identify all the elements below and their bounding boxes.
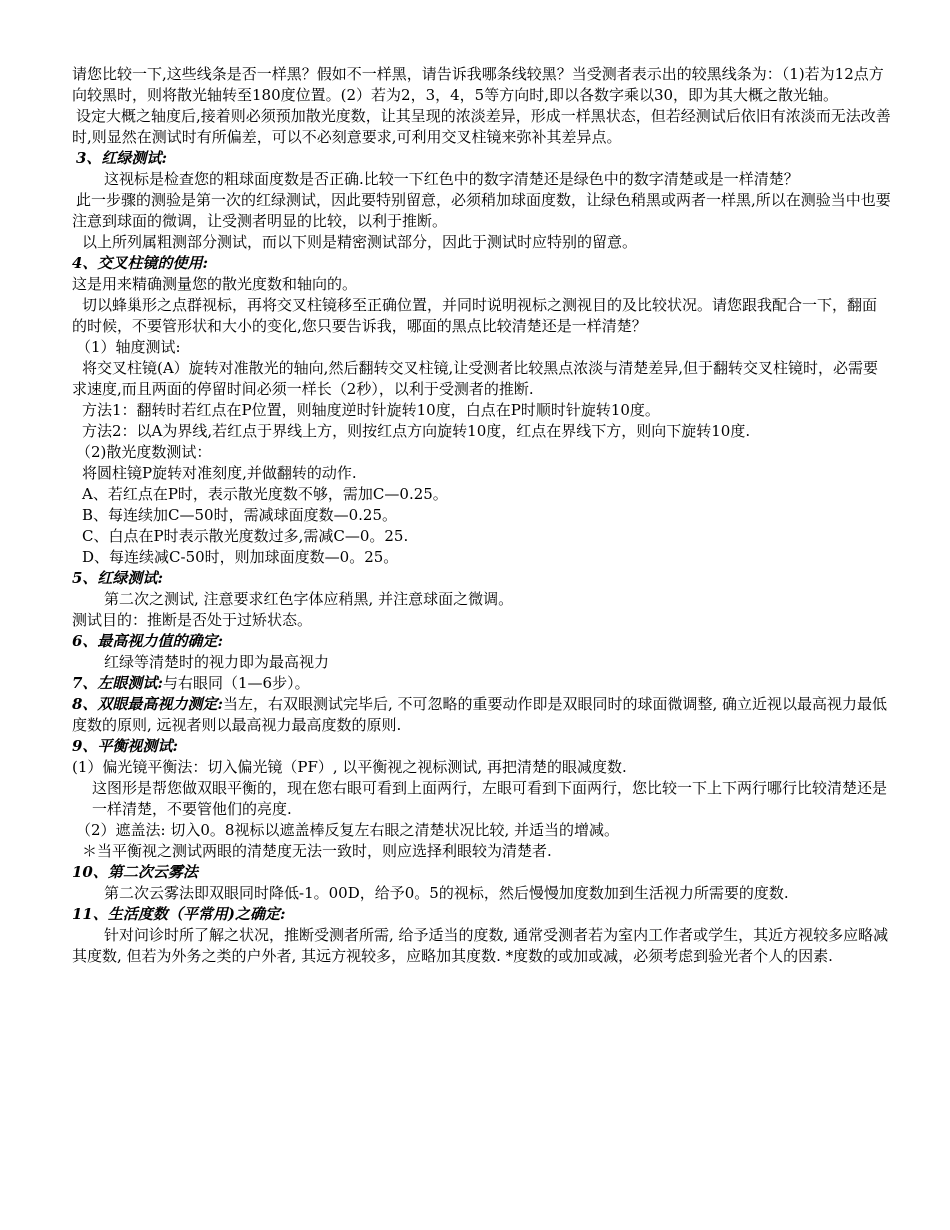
heading-best-acuity: 6、最高视力值的确定: (72, 632, 223, 650)
paragraph-polarized-balance: (1）偏光镜平衡法：切入偏光镜（PF）, 以平衡视之视标测试, 再把清楚的眼减度数. (72, 758, 627, 776)
paragraph-second-test: 第二次之测试, 注意要求红色字体应稍黑, 并注意球面之微调。 (104, 590, 514, 608)
document-page (72, 64, 892, 967)
paragraph-method-1: 方法1：翻转时若红点在P位置，则轴度逆时针旋转10度，白点在P时顺时针旋转10度。 (82, 401, 660, 419)
list-item-d: D、每连续减C-50时，则加球面度数—0。25。 (82, 548, 399, 566)
list-item-a: A、若红点在P时，表示散光度数不够，需加C—0.25。 (82, 485, 448, 503)
paragraph-method-2: 方法2：以A为界线,若红点于界线上方，则按红点方向旋转10度，红点在界线下方，则向下旋转10度. (82, 422, 751, 440)
paragraph-second-fogging: 第二次云雾法即双眼同时降低-1。00D，给予0。5的视标，然后慢慢加度数加到生活视力所需要的度数. (104, 884, 789, 902)
paragraph-occlusion-method: （2）遮盖法: 切入0。8视标以遮盖棒反复左右眼之清楚状况比较, 并适当的增减。 (76, 821, 619, 839)
subheading-power-test: （2)散光度数测试： (76, 443, 212, 461)
heading-cross-cylinder: 4、交叉柱镜的使用: (72, 254, 208, 272)
paragraph-coarse-fine-note: 以上所列属粗测部分测试，而以下则是精密测试部分，因此于测试时应特别的留意。 (82, 233, 638, 251)
paragraph-best-acuity: 红绿等清楚时的视力即为最高视力 (104, 653, 330, 671)
heading-balance-test: 9、平衡视测试: (72, 737, 178, 755)
paragraph-cross-cylinder-instructions: 切以蜂巢形之点群视标，再将交叉柱镜移至正确位置，并同时说明视标之测视目的及比较状况。请您跟我配合一下，翻面 的时候，不要管形状和大小的变化,您只要告诉我，哪面的黑点比较清楚还是一样清楚？ (72, 296, 878, 335)
heading-red-green-test-1: 3、红绿测试: (76, 149, 167, 167)
section-left-eye (72, 673, 892, 694)
paragraph-power-test: 将圆柱镜P旋转对准刻度,并做翻转的动作. (82, 464, 357, 482)
list-item-c: C、白点在P时表示散光度数过多,需减C—0。25. (82, 527, 409, 545)
paragraph-astigmatism-lines: 请您比较一下,这些线条是否一样黑？假如不一样黑，请告诉我哪条线较黑？当受测者表示出的较黑线条为：（1)若为12点方向较黑时，则将散光轴转至180度位置。(2）若为2，3，4，5等方向时,即以各数字乘以30，即为其大概之散光轴。 (72, 65, 884, 104)
paragraph-axis-test: 将交叉柱镜(A）旋转对准散光的轴向,然后翻转交叉柱镜,让受测者比较黑点浓淡与清楚差异,但于翻转交叉柱镜时，必需要求速度,而且两面的停留时间必须一样长（2秒），以利于受测者的推断. (72, 359, 878, 398)
heading-binocular: 8、双眼最高视力测定: (72, 695, 223, 713)
paragraph-daily-prescription: 针对问诊时所了解之状况，推断受测者所需, 给予适当的度数, 通常受测者若为室内工作者或学生，其近方视较多应略减其度数, 但若为外务之类的户外者, 其远方视较多，应略加其度数. *度数的或加或减，必须考虑到验光者个人的因素. (72, 926, 889, 965)
heading-second-fogging: 10、第二次云雾法 (72, 863, 198, 881)
paragraph-binocular: 当左，右双眼测试完毕后, 不可忽略的重要动作即是双眼同时的球面微调整, 确立近视以最高视力最低度数的原则, 远视者则以最高视力最高度数的原则. (72, 695, 888, 734)
paragraph-cross-cylinder-purpose: 这是用来精确测量您的散光度数和轴向的。 (72, 275, 358, 293)
paragraph-red-green-first: 此一步骤的测验是第一次的红绿测试，因此要特别留意，必须稍加球面度数，让绿色稍黑或两者一样黑,所以在测验当中也要注意到球面的微调，让受测者明显的比较，以利于推断。 (72, 191, 891, 230)
paragraph-balance-note: ＊当平衡视之测试两眼的清楚度无法一致时，则应选择利眼较为清楚者. (82, 842, 552, 860)
list-item-b: B、每连续加C—50时，需减球面度数—0.25。 (82, 506, 397, 524)
subheading-axis-test: （1）轴度测试: (76, 338, 181, 356)
heading-red-green-test-2: 5、红绿测试: (72, 569, 163, 587)
heading-left-eye: 7、左眼测试: (72, 674, 163, 692)
section-binocular (72, 694, 892, 736)
paragraph-balance-instructions: 这图形是帮您做双眼平衡的，现在您右眼可看到上面两行，左眼可看到下面两行，您比较一下上下两行哪行比较清楚还是一样清楚，不要管他们的亮度. (92, 779, 888, 818)
paragraph-test-purpose: 测试目的：推断是否处于过矫状态。 (72, 611, 313, 629)
paragraph-axis-setting: 设定大概之轴度后,接着则必须预加散光度数，让其呈现的浓淡差异，形成一样黑状态，但若经测试后依旧有浓淡而无法改善时,则显然在测试时有所偏差，可以不必刻意要求,可利用交叉柱镜来弥补其差异点。 (72, 107, 891, 146)
paragraph-left-eye: 与右眼同（1—6步）。 (162, 674, 310, 692)
paragraph-red-green-purpose: 这视标是检查您的粗球面度数是否正确.比较一下红色中的数字清楚还是绿色中的数字清楚或是一样清楚？ (104, 170, 799, 188)
heading-daily-prescription: 11、生活度数（平常用)之确定: (72, 905, 286, 923)
